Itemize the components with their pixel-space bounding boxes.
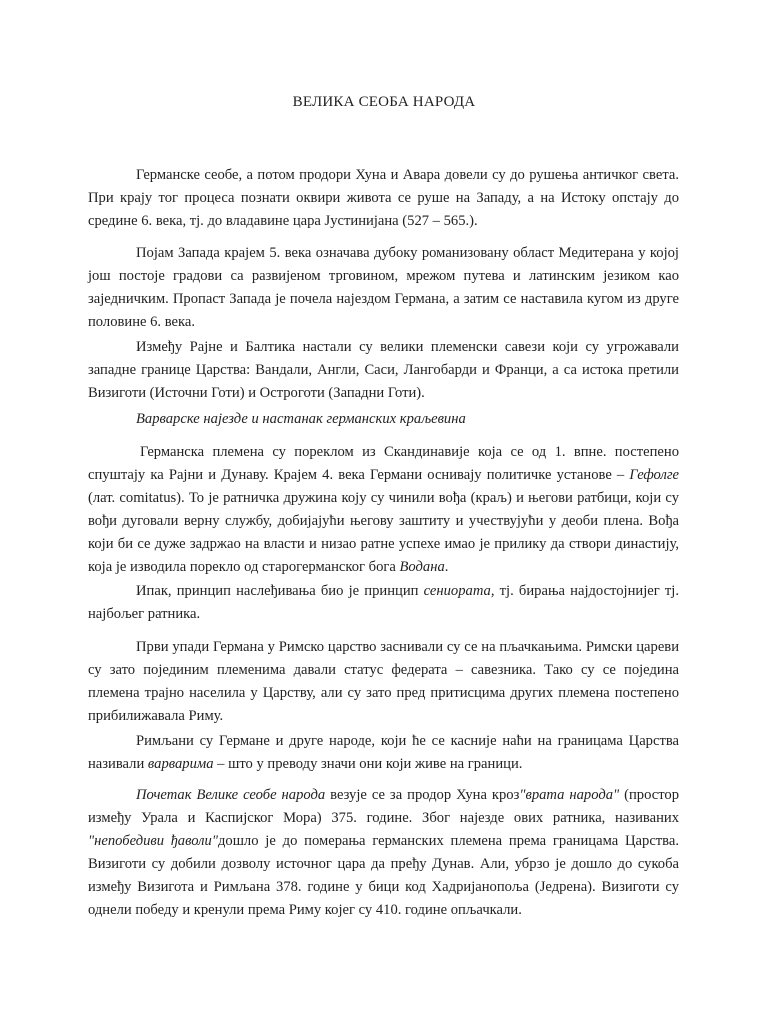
- paragraph-intro: Германске сеобе, а потом продори Хуна и Авара довели су до рушења античког света. При крају тог процеса познати оквири живота се руше на Западу, а на Истоку опстају до средине 6. века, тј. до владавине цара Јустинијана (527 – 565.).: [88, 167, 679, 229]
- paragraph-barbarians: [88, 730, 679, 776]
- paragraph-germanic-origin: [88, 441, 679, 579]
- paragraph-tribes: Између Рајне и Балтика настали су велики племенски савези који су угрожавали западне границе Царства: Вандали, Англи, Саси, Лангобарди и Франци, а са истока претили Визиготи (Источни Готи) и Остроготи (Западни Готи).: [88, 339, 679, 401]
- italic-term-barbarians: варварима: [147, 756, 214, 772]
- italic-term-vodan: Водана: [399, 559, 445, 575]
- paragraph-seniorat: [88, 580, 679, 626]
- text-span: (простор између Урала и Каспијског Мора) 375. године. Због најезде ових ратника, називаних: [88, 787, 679, 826]
- text-span: Германска племена су пореклом из Скандинавије која се од 1. впне. постепено спуштају ка Рајни и Дунаву. Крајем 4. века Германи оснивају политичке установе –: [88, 444, 679, 483]
- text-span: – што у преводу значи они који живе на граници.: [213, 756, 523, 772]
- italic-term-seniorat: сениората: [423, 583, 491, 599]
- text-span: (лат. comitatus). То је ратничка дружина коју су чинили вођа (краљ) и његови ратбици, који су вођи дуговали верну службу, добијајући његову заштиту и учествујући у деоби плена. Вођа који би се дуже задржао на власти и низао ратне успехе имао је прилику да створи династију, која је изводила порекло од старогерманског бога: [88, 490, 679, 575]
- text-span: везује се за продор Хуна кроз: [325, 787, 520, 803]
- text-span: Ипак, принцип наслеђивања био је принцип: [136, 583, 424, 599]
- italic-phrase-gates: "врата народа": [519, 787, 620, 803]
- section-heading: Варварске најезде и настанак германских краљевина: [136, 411, 466, 427]
- italic-phrase-devils: "непобедиви ђаволи": [88, 833, 218, 849]
- italic-term-gefolge: Гефолге: [629, 467, 679, 483]
- italic-phrase-migration-start: Почетак Велике сеобе народа: [136, 787, 326, 803]
- text-span: дошло је до померања германских племена према границама Царства. Визиготи су добили дозволу источног цара да пређу Дунав. Али, убрзо је дошло до сукоба између Визигота и Римљана 378. године у бици код Хадријанопоља (Једрена). Визиготи су однели победу и кренули према Риму којег су 410. године опљачкали.: [88, 833, 680, 918]
- text-span: Римљани су Германе и друге народе, који ће се касније наћи на границама Царства називали: [88, 733, 679, 772]
- paragraph-west: Појам Запада крајем 5. века означава дубоку романизовану област Медитерана у којој још постоје градови са развијеном трговином, мрежом путева и латинским језиком као заједничким. Пропаст Запада је почела најездом Германа, а затим се наставила кугом из друге половине 6. века.: [88, 245, 679, 330]
- text-span: .: [444, 559, 449, 575]
- document-title: ВЕЛИКА СЕОБА НАРОДА: [292, 94, 476, 110]
- paragraph-great-migration: [88, 784, 679, 922]
- paragraph-first-raids: Први упади Германа у Римско царство заснивали су се на пљачкањима. Римски цареви су зато појединим племенима давали статус федерата – савезника. Тако су се поједина племена трајно населила у Царству, али су зато пред притисцима других племена постепено прибилижавала Риму.: [88, 639, 679, 724]
- text-span: , тј. бирања најдостојнијег тј. најбољег ратника.: [88, 583, 679, 622]
